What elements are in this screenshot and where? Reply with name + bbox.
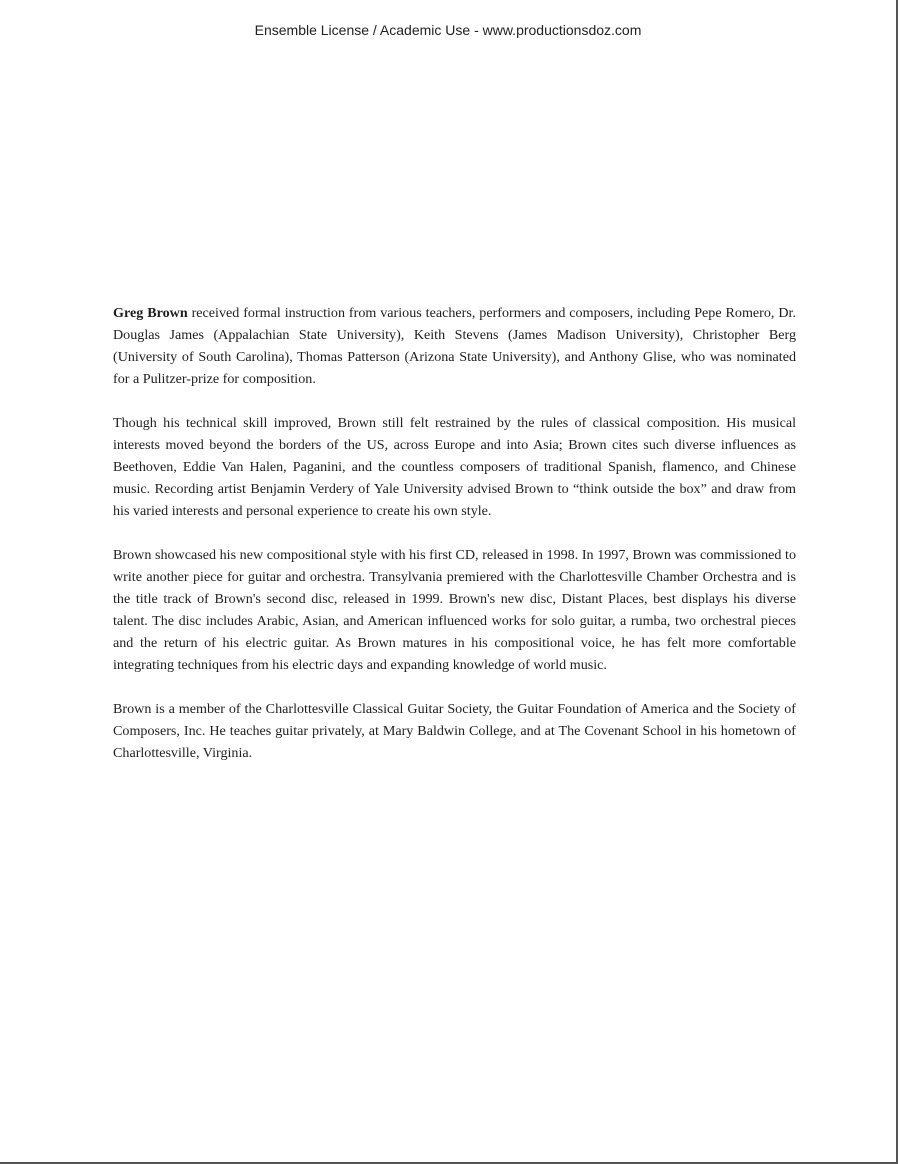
biography-text [113,302,796,764]
bio-paragraph-1 [113,302,796,390]
composer-name: Greg Brown [113,305,188,321]
bio-paragraph-2: Though his technical skill improved, Brown still felt restrained by the rules of classical composition. His musical interests moved beyond the borders of the US, across Europe and into Asia; Brown cites such diverse influences as Beethoven, Eddie Van Halen, Paganini, and the countless composers of traditional Spanish, flamenco, and Chinese music. Recording artist Benjamin Verdery of Yale University advised Brown to “think outside the box” and draw from his varied interests and personal experience to create his own style. [113,415,796,519]
license-header: Ensemble License / Academic Use - www.productionsdoz.com [254,22,642,38]
bio-paragraph-3: Brown showcased his new compositional style with his first CD, released in 1998. In 1997, Brown was commissioned to write another piece for guitar and orchestra. Transylvania premiered with the Charlottesville Chamber Orchestra and is the title track of Brown's second disc, released in 1999. Brown's new disc, Distant Places, best displays his diverse talent. The disc includes Arabic, Asian, and American influenced works for solo guitar, a rumba, two orchestral pieces and the return of his electric guitar. As Brown matures in his compositional voice, he has felt more comfortable integrating techniques from his electric days and expanding knowledge of world music. [113,547,796,673]
bio-paragraph-1-text: received formal instruction from various teachers, performers and composers, including Pepe Romero, Dr. Douglas James (Appalachian State University), Keith Stevens (James Madison University), Christopher Berg (University of South Carolina), Thomas Patterson (Arizona State University), and Anthony Glise, who was nominated for a Pulitzer-prize for composition. [113,305,796,387]
bio-paragraph-4: Brown is a member of the Charlottesville Classical Guitar Society, the Guitar Foundation of America and the Society of Composers, Inc. He teaches guitar privately, at Mary Baldwin College, and at The Covenant School in his hometown of Charlottesville, Virginia. [113,701,796,761]
